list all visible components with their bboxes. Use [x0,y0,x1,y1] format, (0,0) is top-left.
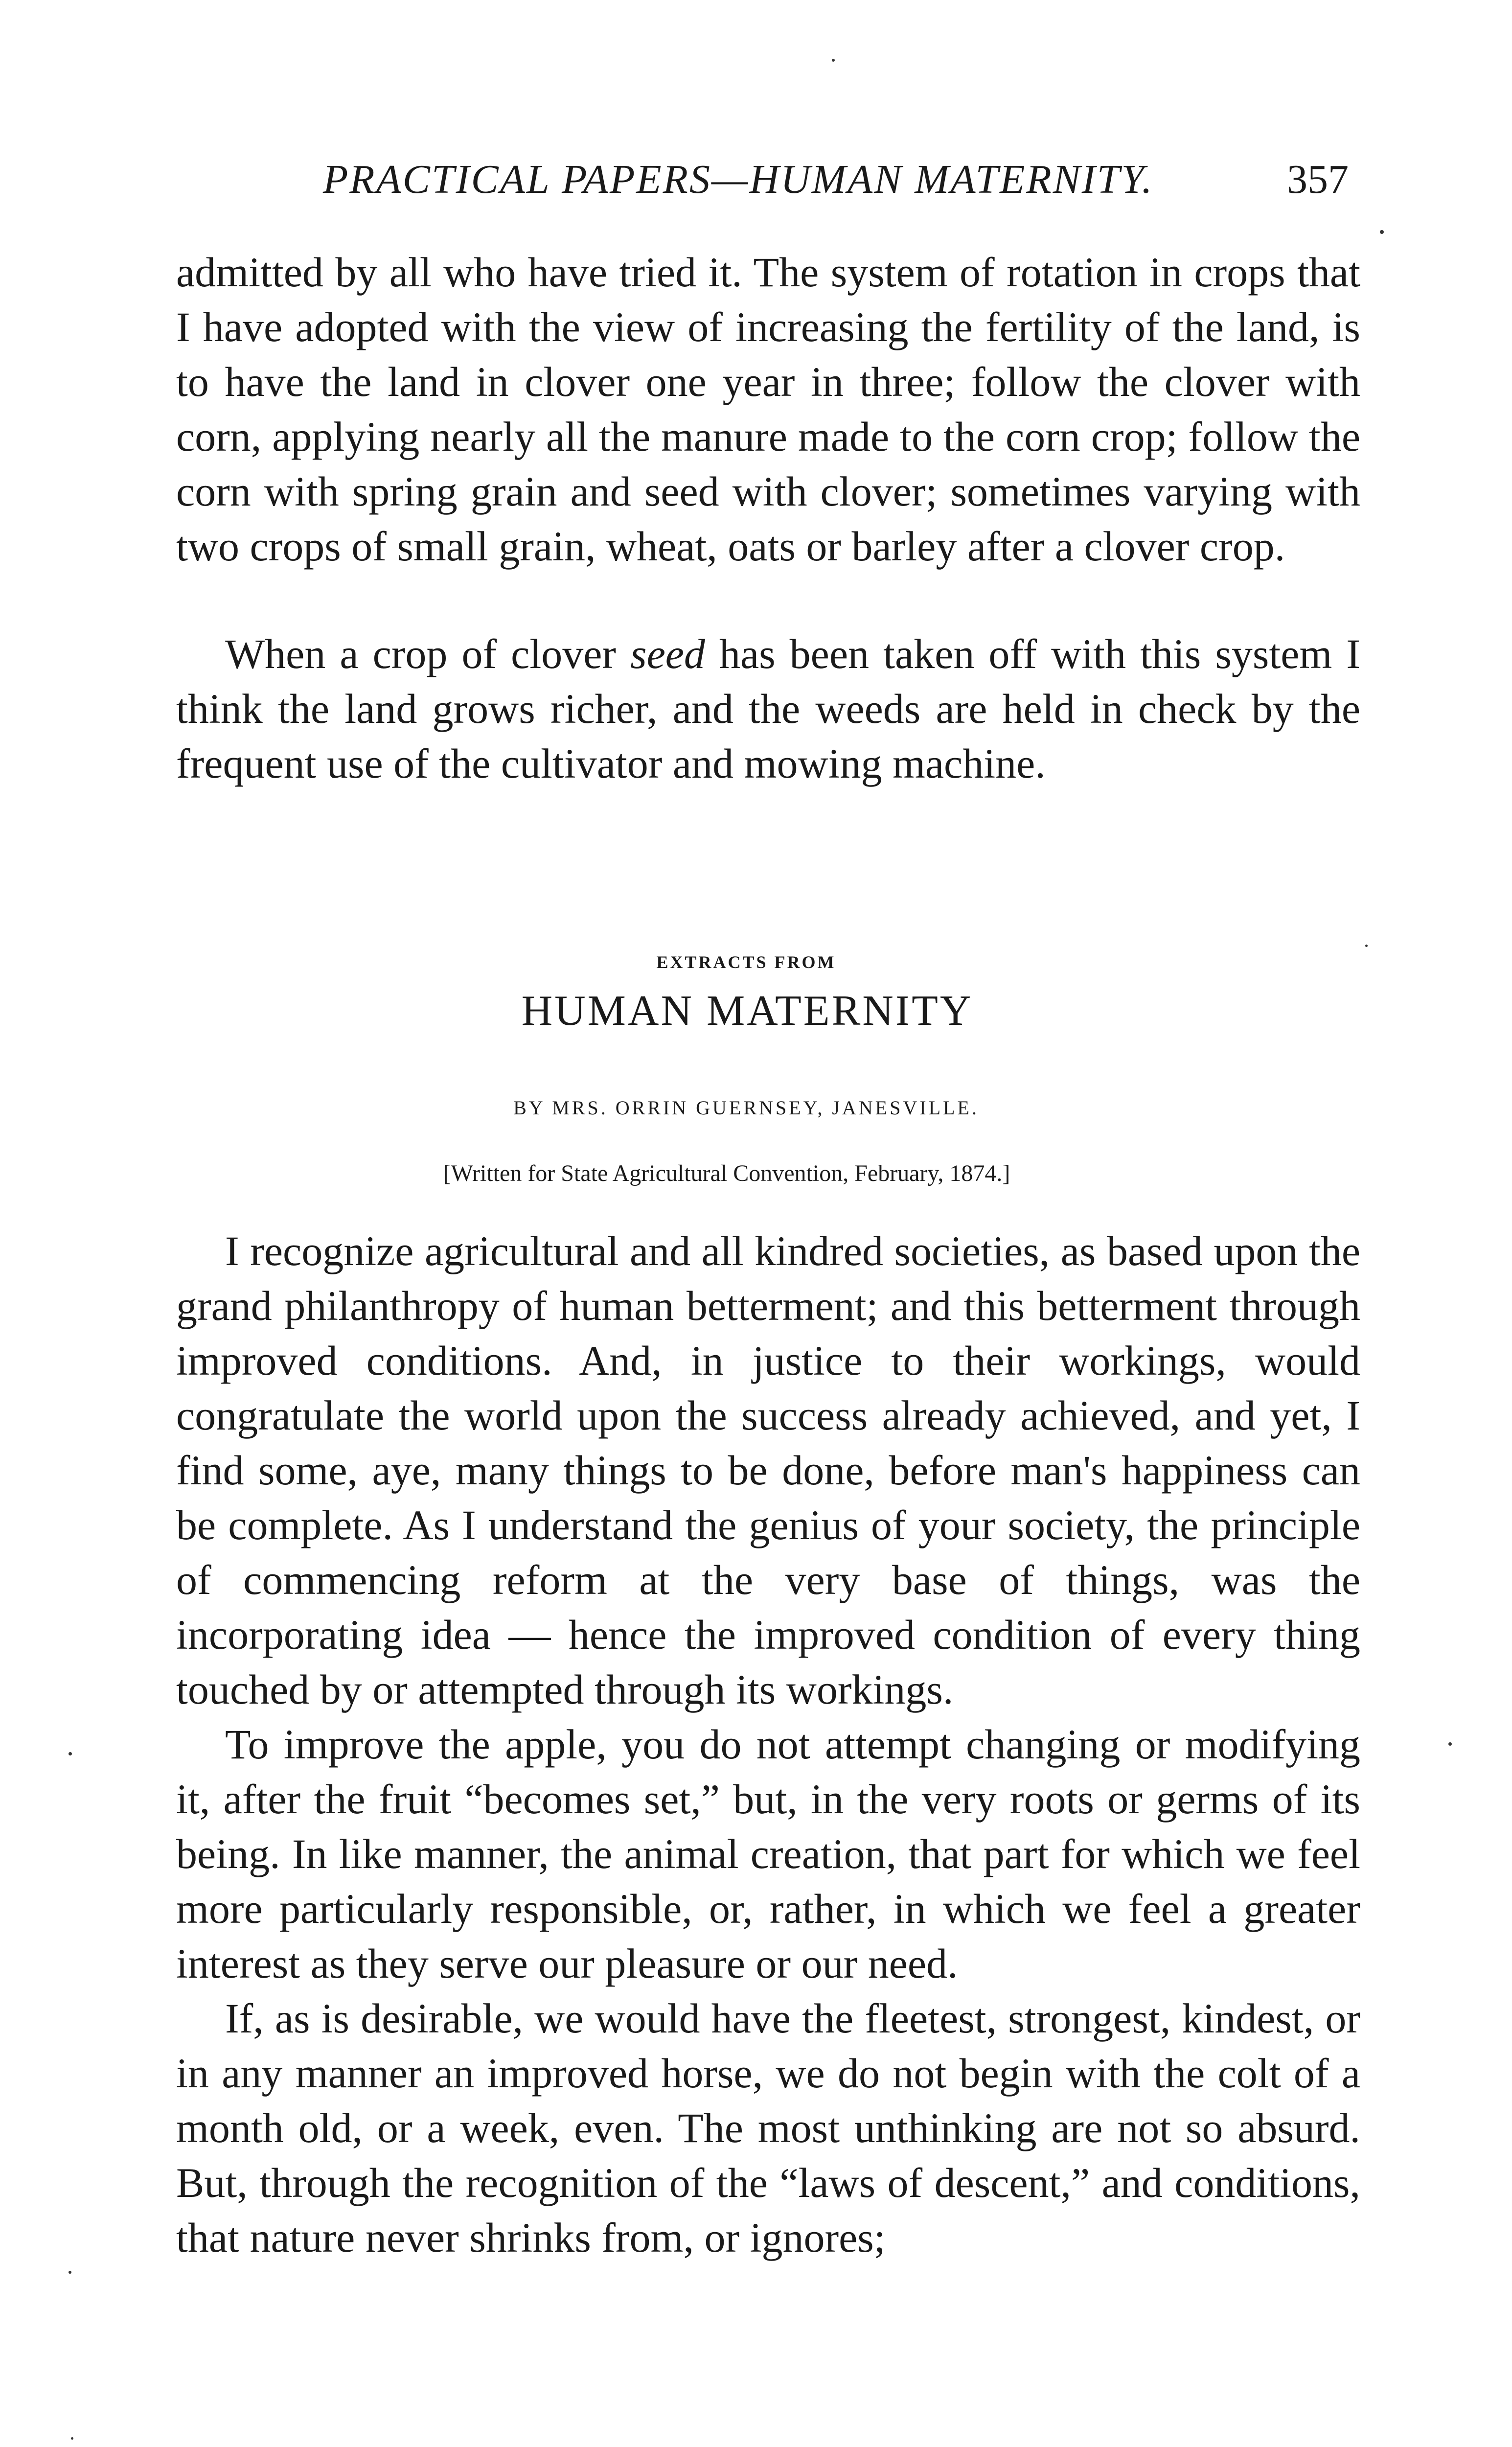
print-speck [71,2437,73,2440]
para2-text-end: has been taken off with this system I think the land grows richer, and the weeds are held in check by the frequent use of the cultivator and mowing machine. [176,630,1360,787]
print-speck [1365,945,1368,947]
article-kicker: EXTRACTS FROM [656,952,836,972]
print-speck [832,59,835,62]
para2-text-start: When a crop of clover [225,630,631,677]
print-speck [69,2271,71,2274]
article-paragraph: I recognize agricultural and all kindred societies, as based upon the grand philanthropy of human betterment; and this betterment through improved conditions. And, in justice to their workings, would congratulate the world upon the success already achieved, and yet, I find some, aye, many things to be done, before man's happiness can be complete. As I understand the genius of your society, the principle of commencing reform at the very base of things, was the incorporating idea — hence the improved condition of every thing touched by or attempted through its workings. [176,1227,1360,1713]
continuation-paragraph: admitted by all who have tried it. The system of rotation in crops that I have adopted with the view of increasing the fertility of the land, is to have the land in clover one year in three; follow the clover with corn, applying nearly all the manure made to the corn crop; follow the corn with spring grain and seed with clover; sometimes varying with two crops of small grain, wheat, oats or barley after a clover crop. [176,249,1360,570]
article-body [176,1224,1360,2265]
page-number: 357 [1287,157,1349,202]
article-byline: BY MRS. ORRIN GUERNSEY, JANESVILLE. [513,1097,979,1119]
para2-emphasis: seed [630,630,705,677]
running-head: PRACTICAL PAPERS—HUMAN MATERNITY. [323,157,1154,202]
article-paragraph: If, as is desirable, we would have the fleetest, strongest, kindest, or in any manner an improved horse, we do not begin with the colt of a month old, or a week, even. The most unthinking are not so absurd. But, through the recognition of the “laws of descent,” and conditions, that nature never shrinks from, or ignores; [176,1995,1360,2261]
print-speck [1380,230,1384,234]
print-speck [1448,1742,1452,1746]
article-paragraph: To improve the apple, you do not attempt changing or modifying it, after the fruit “becomes set,” but, in the very roots or germs of its being. In like manner, the animal creation, that part for which we feel more particularly responsible, or, rather, in which we feel a greater interest as they serve our pleasure or our need. [176,1721,1360,1987]
article-title: HUMAN MATERNITY [521,987,973,1035]
article-note: [Written for State Agricultural Convention, February, 1874.] [443,1160,1010,1186]
print-speck [69,1752,72,1755]
continuation-paragraph-2 [176,626,1360,791]
